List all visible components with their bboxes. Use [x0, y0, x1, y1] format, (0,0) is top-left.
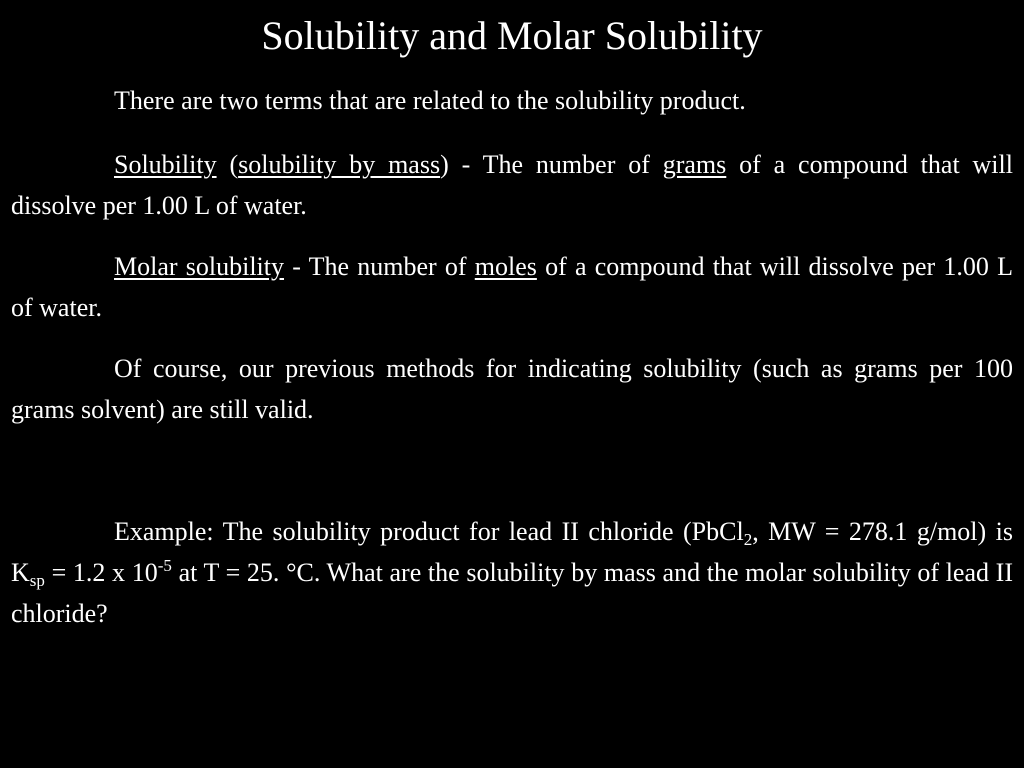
solubility-term: Solubility — [114, 150, 217, 179]
intro-paragraph: There are two terms that are related to the solubility product. — [114, 86, 746, 115]
exponent-superscript: -5 — [157, 556, 172, 575]
grams-term: grams — [662, 150, 727, 179]
pbcl2-subscript: 2 — [743, 530, 753, 549]
solubility-open-paren: ( — [216, 150, 239, 179]
example-text-1: Example: The solubility product for lead II chloride (PbCl — [114, 517, 744, 546]
example-text-2: , MW = 278.1 g/mol) is K — [11, 517, 1013, 587]
slide-title: Solubility and Molar Solubility — [261, 13, 763, 58]
solubility-by-mass-term: solubility by mass — [238, 150, 441, 179]
example-text-3: = 1.2 x 10 — [44, 558, 158, 587]
molar-dash-text: - The number of — [284, 252, 475, 281]
note-paragraph: Of course, our previous methods for indicating solubility (such as grams per 100 grams solvent) are still valid. — [11, 354, 1013, 424]
solubility-definition — [11, 144, 1013, 226]
molar-solubility-definition — [11, 246, 1013, 328]
moles-term: moles — [474, 252, 537, 281]
example-paragraph — [11, 511, 1013, 634]
solubility-dash-text: ) - The number of — [440, 150, 663, 179]
molar-rest-text: of a compound that will dissolve per 1.00 L of water. — [11, 252, 1013, 322]
example-text-4: at T = 25. °C. What are the solubility by mass and the molar solubility of lead II chloride? — [11, 558, 1013, 628]
ksp-subscript: sp — [29, 571, 45, 590]
solubility-rest-text: of a compound that will dissolve per 1.00 L of water. — [11, 150, 1013, 220]
molar-solubility-term: Molar solubility — [114, 252, 284, 281]
